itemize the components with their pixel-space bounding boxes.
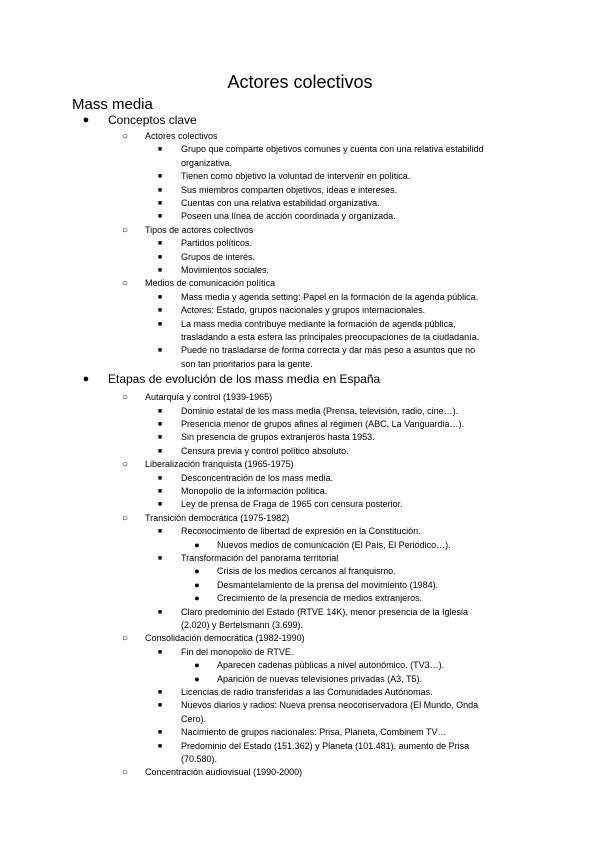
bullet-level-3-icon: ■ [157, 689, 163, 696]
bullet-level-3-icon: ■ [157, 186, 163, 194]
outline-line-level-3: Monopolio de la información política. [181, 486, 328, 496]
bullet-level-3-icon: ■ [157, 267, 163, 274]
section-heading: Mass media [72, 96, 153, 113]
outline-line-level-3: Predominio del Estado (151.362) y Planeta (101.481), aumento de Prisa [181, 740, 470, 751]
outline-line-level-4: Crisis de los medios cercanos al franquismo. [217, 566, 396, 577]
outline-line-level-2: Transición democrática (1975-1982) [145, 512, 290, 523]
bullet-level-1-icon: ● [82, 373, 90, 386]
outline-line-level-2: Actores colectivos [145, 131, 218, 141]
bullet-level-3-icon: ■ [157, 742, 163, 750]
bullet-level-3-icon: ■ [157, 702, 163, 710]
outline-line-level-3: Fin del monopolio de RTVE. [181, 646, 294, 657]
bullet-level-3-icon: ■ [157, 488, 163, 495]
outline-line-level-3: Puede no trasladarse de forma correcta y dar más peso a asuntos que no [181, 345, 476, 356]
outline-line-level-3: Dominio estatal de los mass media (Prensa, televisión, radio, cine…). [181, 405, 459, 416]
bullet-level-3-icon: ■ [157, 240, 163, 248]
outline-line-level-3: Cero). [181, 713, 207, 724]
bullet-level-4-icon: ● [194, 593, 200, 604]
bullet-level-3-icon: ■ [157, 307, 163, 315]
bullet-level-3-icon: ■ [157, 501, 163, 509]
bullet-level-3-icon: ■ [157, 320, 163, 328]
outline-line-level-3: Claro predominio del Estado (RTVE 14K), menor presencia de la Iglesia [181, 606, 468, 617]
bullet-level-2-icon: ○ [121, 633, 129, 645]
outline-line-level-4: Crecimiento de la presencia de medios extranjeros. [217, 593, 423, 604]
outline-line-level-2: Concentración audiovisual (1990-2000) [145, 767, 303, 778]
outline-line-level-2: Tipos de actores colectivos [145, 224, 254, 235]
outline-line-level-3: organizativa. [181, 157, 233, 168]
bullet-level-2-icon: ○ [121, 459, 129, 471]
outline-line-level-3: Sin presencia de grupos extranjeros hasta 1953. [181, 432, 375, 443]
outline-line-level-3: Presencia menor de grupos afines al régimen (ABC, La Vanguardia…). [181, 419, 464, 429]
bullet-level-3-icon: ■ [157, 648, 163, 656]
outline-line-level-3: Grupos de interés. [181, 251, 256, 262]
outline-line-level-3: Cuentas con una relativa estabilidad organizativa. [181, 198, 380, 208]
outline-line-level-3: La mass media contribuye mediante la formación de agenda pública, [181, 318, 456, 329]
bullet-level-3-icon: ■ [157, 528, 163, 536]
bullet-level-3-icon: ■ [157, 421, 163, 428]
bullet-level-2-icon: ○ [121, 767, 129, 779]
bullet-level-3-icon: ■ [157, 293, 163, 301]
outline-line-level-3: son tan prioritarios para la gente. [181, 358, 313, 369]
outline-line-level-3: Nuevos diarios y radios: Nueva prensa neoconservadora (El Mundo, Onda [181, 700, 479, 711]
outline-line-level-3: Poseen una línea de acción coordinada y organizada. [181, 211, 396, 222]
bullet-level-3-icon: ■ [157, 407, 163, 415]
bullet-level-3-icon: ■ [157, 447, 163, 455]
bullet-level-2-icon: ○ [121, 278, 129, 290]
outline-line-level-3: Licencias de radio transferidas a las Comunidades Autónomas. [181, 687, 433, 697]
outline-line-level-4: Nuevos medios de comunicación (El País, El Periódico…). [217, 539, 451, 550]
outline-line-level-1: Etapas de evolución de los mass media en España [108, 372, 381, 387]
outline-line-level-3: Grupo que comparte objetivos comunes y cuenta con una relativa estabilidd [181, 144, 484, 155]
outline-line-level-2: Liberalización franquista (1965-1975) [145, 459, 294, 470]
bullet-level-2-icon: ○ [121, 131, 129, 142]
bullet-level-3-icon: ■ [157, 253, 163, 261]
bullet-level-4-icon: ● [194, 660, 200, 671]
outline-line-level-3: Reconocimiento de libertad de expresión en la Constitución. [181, 526, 421, 537]
bullet-level-3-icon: ■ [157, 200, 163, 207]
bullet-level-4-icon: ● [194, 539, 200, 550]
outline-line-level-3: trasladando a esta esfera las principales preocupaciones de la ciudadanía. [181, 332, 480, 342]
outline-line-level-3: Censura previa y control político absoluto. [181, 445, 349, 456]
bullet-level-1-icon: ● [82, 114, 90, 126]
outline-line-level-3: Tienen como objetivo la voluntad de intervenir en política. [181, 171, 411, 182]
outline-line-level-3: Transformación del panorama territorial [181, 553, 339, 563]
page-title: Actores colectivos [227, 72, 373, 92]
outline-line-level-3: (2.020) y Bertelsmann (3.699). [181, 620, 304, 630]
outline-line-level-3: Desconcentración de los mass media. [181, 472, 334, 483]
outline-line-level-4: Aparecen cadenas públicas a nivel autonómico. (TV3…). [217, 660, 445, 671]
bullet-level-3-icon: ■ [157, 555, 163, 562]
outline-line-level-3: Partidos políticos. [181, 238, 253, 249]
bullet-level-3-icon: ■ [157, 474, 163, 482]
bullet-level-4-icon: ● [194, 579, 200, 590]
bullet-level-3-icon: ■ [157, 173, 163, 181]
outline-line-level-2: Medios de comunicación política [145, 278, 276, 289]
outline-line-level-4: Desmantelamiento de la prensa del movimiento (1984). [217, 579, 439, 590]
bullet-level-2-icon: ○ [121, 392, 129, 404]
outline-line-level-2: Autarquía y control (1939-1965) [145, 392, 273, 403]
outline-line-level-3: Sus miembros comparten objetivos, ideas e intereses. [181, 184, 398, 195]
bullet-level-3-icon: ■ [157, 608, 163, 616]
bullet-level-2-icon: ○ [121, 224, 129, 236]
outline-line-level-3: (70.580). [181, 754, 218, 764]
bullet-level-4-icon: ● [194, 673, 200, 684]
outline-line-level-3: Movimientos sociales. [181, 265, 270, 275]
bullet-level-2-icon: ○ [121, 512, 129, 524]
bullet-level-3-icon: ■ [157, 434, 163, 442]
bullet-level-3-icon: ■ [157, 146, 163, 154]
outline-line-level-1: Conceptos clave [108, 113, 197, 127]
bullet-level-3-icon: ■ [157, 213, 163, 221]
bullet-level-3-icon: ■ [157, 729, 163, 737]
outline-line-level-3: Ley de prensa de Fraga de 1965 con censura posterior. [181, 499, 403, 510]
outline-line-level-2: Consolidación democrática (1982-1990) [145, 633, 305, 644]
outline-line-level-4: Aparición de nuevas televisiones privadas (A3, T5). [217, 673, 422, 684]
outline-line-level-3: Mass media y agenda setting: Papel en la formación de la agenda pública. [181, 291, 479, 302]
bullet-level-4-icon: ● [194, 566, 200, 577]
outline-line-level-3: Nacimiento de grupos nacionales: Prisa, Planeta, Combinem TV… [181, 727, 447, 738]
outline-line-level-3: Actores: Estado, grupos nacionales y grupos internacionales. [181, 305, 426, 316]
bullet-level-3-icon: ■ [157, 347, 163, 355]
